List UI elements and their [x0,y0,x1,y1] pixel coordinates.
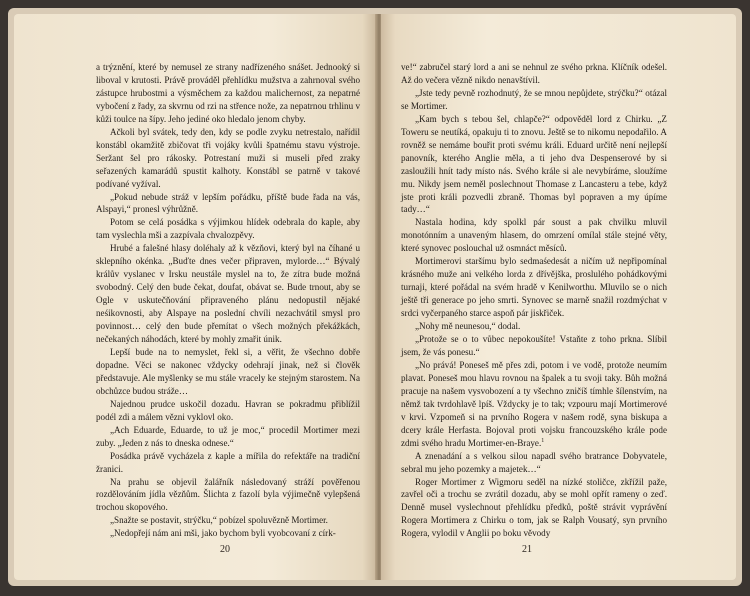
paragraph [401,359,667,450]
paragraph: Ačkoli byl svátek, tedy den, kdy se podle zvyku netrestalo, nařídil konstábl okamžitě zbičovat tři vojáky kvůli špatnému stavu výstroje. Seržant šel pro rákosky. Potrestaní muži si museli před zraky seřazených kamarádů spustit kalhoty. Konstábl se patrně v takové podívané vyžíval. [96,126,360,189]
left-page-text [96,61,360,540]
paragraph: Posádka právě vycházela z kaple a mířila do refektáře na tradiční žranici. [96,450,360,474]
paragraph: „Nedopřejí nám ani mši, jako bychom byli vyobcovaní z círk- [110,528,336,539]
paragraph: ve!“ zabručel starý lord a ani se nehnul ze svého prkna. Klíčník odešel. Až do večera vězně nikdo nenavštívil. [401,62,667,85]
paragraph: Najednou prudce uskočil dozadu. Havran se pokradmu přiblížil podél zdi a málem vězni vyklovl oko. [96,398,360,422]
paragraph: A znenadání a s velkou silou napadl svého bratrance Dobyvatele, sebral mu jeho pozemky a majetek…“ [401,450,667,474]
paragraph: „Pokud nebude stráž v lepším pořádku, příště bude řada na vás, Alspayi,“ pronesl výhrůžně. [96,191,360,215]
paragraph: Potom se celá posádka s výjimkou hlídek odebrala do kaple, aby tam vyslechla mši a zazpívala chvalozpěvy. [96,217,360,241]
right-page [381,14,736,580]
page-number-left: 20 [220,544,230,555]
paragraph: „Kam bych s tebou šel, chlapče?“ odpověděl lord z Chirku. „Z Toweru se neutíká, opakuju ti to znovu. Ještě se to nikomu nepodařilo. A rovněž se nemáme bouřit proti svému králi. Eduard určitě není nejlepší panovník, kterého Anglie měla, a ti jeho dva Despenserové by si zasloužili hnít tady místo nás. Svého krále si ale nevybíráme, sloužíme mu. Nikdy jsem neměl poslechnout Thomase z Lancasteru a tebe, když jste proti králi pozvedli zbraně. Thomas byl popraven a my úpíme tady…“ [401,113,667,215]
footnote-mark: 1 [541,437,545,444]
left-page [14,14,377,580]
paragraph: Mortimerovi staršímu bylo sedmaśedesát a ničím už nepřipomínal krásného muže ani velkého lorda z dřívějška, proslulého pohádkovými turnaji, které pořádal na svém hradě v Kenilworthu. Mluvilo se o nich ještě tři generace po jeho smrti. Synovec se marně snažil rozdmýchat v srdci vyčerpaného starce aspoň pár jiskřiček. [401,256,667,319]
paragraph-text: „No prává! Poneseš mě přes zdi, potom i ve vodě, protože neumím plavat. Poneseš mou hlavu rovnou na špalek a tu svoji taky. Bůh možná pracuje na našem vysvobození a ty všechno zničíš tímhle šílenstvím, na němž tak tvrdohlavě lpíš. Vždycky je to tak; vzpouru mají Mortimerové v krvi. Vzpomeň si na prvního Rogera v našem rodě, syna biskupa a dcery krále Herfasta. Bojoval proti vojsku francouzského krále pode zdmi svého hradu Mortimer-en-Braye. [401,359,667,448]
paragraph: „Snažte se postavit, strýčku,“ pobízel spoluvězně Mortimer. [110,515,328,526]
book-spread [8,8,742,586]
page-number-right: 21 [522,544,532,555]
paragraph: „Jste tedy pevně rozhodnutý, že se mnou nepůjdete, strýčku?“ otázal se Mortimer. [401,87,667,111]
paragraph: Roger Mortimer z Wigmoru seděl na nízké stoličce, zkřížil paže, zavřel oči a trochu se zvrátil dozadu, aby se mohl opřít rameny o zeď. Denně musel vyslechnout přehlídku předků, poště strávit vyprávění Rogera Mortimera z Chirku o tom, jak se Ralph Vousatý, syn prvního Rogera, vylodil v Anglii po boku věvody [401,476,667,539]
paragraph: Lepší bude na to nemyslet, řekl si, a věřit, že všechno dobře dopadne. Věci se nakonec vždycky odehrají jinak, než si člověk představuje. Ale myšlenky se mu stále vracely ke stejným starostem. Na obchůzce budou stráže… [96,346,360,396]
paragraph: Hrubé a falešné hlasy doléhaly až k vězňovi, který byl na číhané u sklepního okénka. „Buďte dnes večer připraven, mylorde…“ Bývalý králův vyslanec v Irsku neustále myslel na to, že zítra bude možná svobodný. Celý den bude čekat, doufat, obávat se. Bude trnout, aby se Ogle v uskutečňování připraveného plánu nedopustil nějaké neśikovnosti, aby Alspaye na poslední chvíli nezachvátil smysl pro povinnost… celý den bude přemítat o všech možných překážkách, nečekaných náhodách, které by mohly zmařit únik. [96,243,360,345]
paragraph: „Nohy mě neunesou,“ dodal. [415,321,521,332]
paragraph: Nastala hodina, kdy spolkl pár soust a pak chvilku mluvil monotónním a unaveným hlasem, do omrzení omílal stále stejné věty, které synovec poslouchal už osmnáct měsíců. [401,217,667,254]
paragraph: a trýznění, které by nemusel ze strany nadřízeného snášet. Jednooký si liboval v krutosti. Právě prováděl přehlídku mužstva a zahrnoval svého zástupce hrubostmi a výsměchem za každou malichernost, za nepatrné vybočení z řady, za skvrnu od rzi na střence nože, za nepatrnou trhlinu v kůži toulce na šípy. Jeho jediné oko hledalo jenom chyby. [96,62,360,124]
paragraph: „Protože se o to vůbec nepokoušíte! Vstaňte z toho prkna. Slíbil jsem, že vás ponesu.“ [401,334,667,357]
paragraph: Na prahu se objevil žalářník následovaný stráží pověřenou rozdělováním jídla vězňům. Šlichta z fazolí byla výjimečně vylepšená trochou skopového. [96,476,360,513]
right-page-text [401,61,667,540]
paragraph: „Ach Eduarde, Eduarde, to už je moc,“ procedil Mortimer mezi zuby. „Jeden z nás to dneska odnese.“ [96,424,360,448]
